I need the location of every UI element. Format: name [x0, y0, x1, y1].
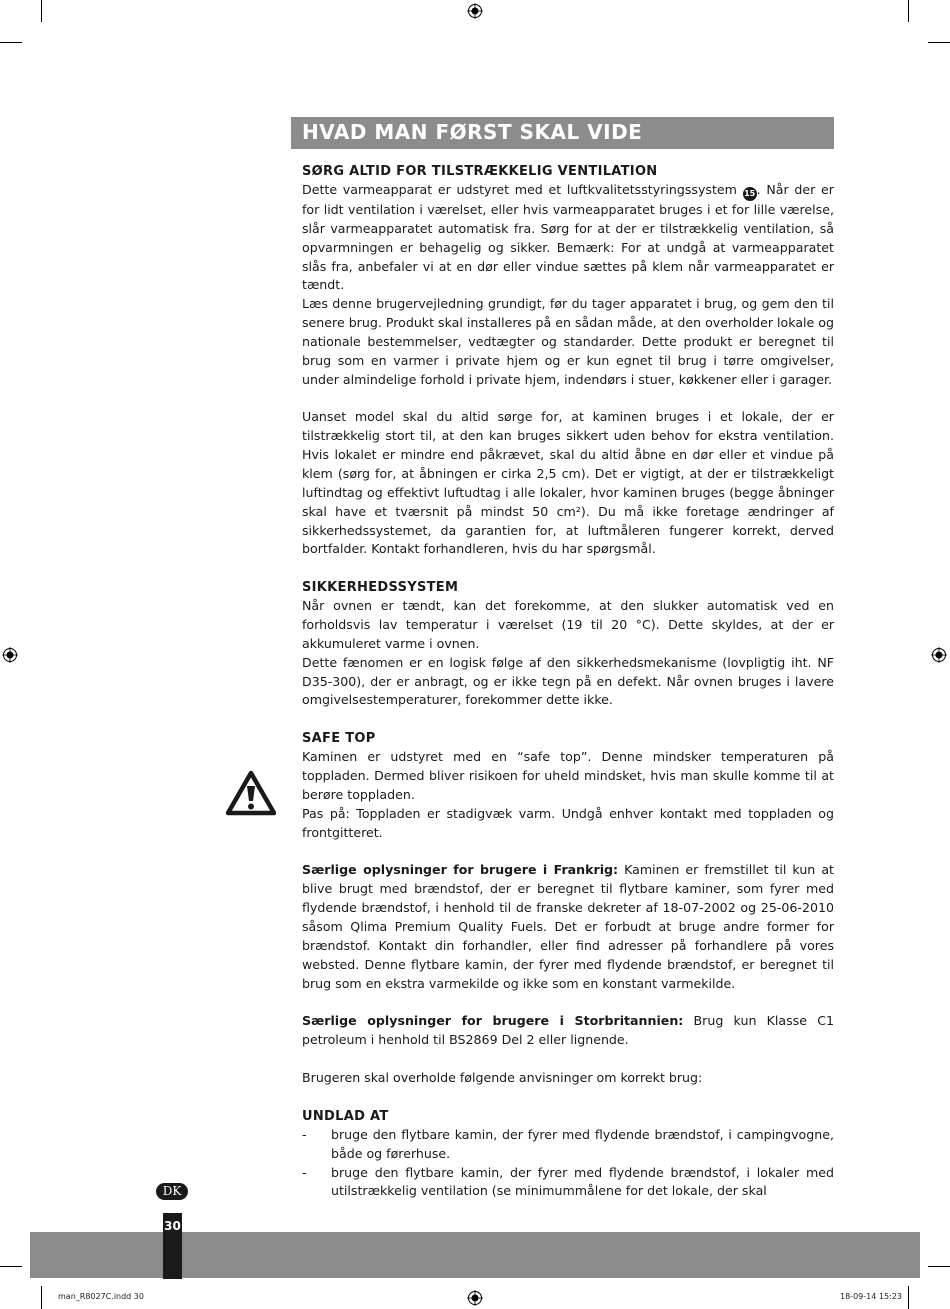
- body-text: [302, 162, 834, 1201]
- reference-number-badge: 15: [743, 187, 757, 201]
- print-slug-file: man_R8027C.indd 30: [58, 1292, 144, 1301]
- language-badge: DK: [156, 1183, 188, 1200]
- paragraph: Kaminen er udstyret med en “safe top”. Denne mindsker temperaturen på toppladen. Dermed bliver risikoen for uheld mindsket, hvis man skulle komme til at berøre toppladen.: [302, 749, 834, 802]
- list-item-text: bruge den flytbare kamin, der fyrer med flydende brændstof, i campingvogne, både og førerhuse.: [331, 1126, 834, 1161]
- crop-mark: [908, 0, 909, 22]
- registration-mark-icon: [2, 647, 18, 663]
- crop-mark: [908, 1286, 909, 1309]
- crop-mark: [0, 42, 22, 43]
- paragraph: Brugeren skal overholde følgende anvisninger om korrekt brug:: [302, 1070, 703, 1086]
- paragraph: [302, 181, 834, 295]
- warning-triangle-icon: [226, 770, 276, 816]
- registration-mark-icon: [467, 3, 483, 19]
- crop-mark: [0, 1266, 22, 1267]
- page-title: HVAD MAN FØRST SKAL VIDE: [302, 120, 643, 144]
- paragraph: Når ovnen er tændt, kan det forekomme, at den slukker automatisk ved en forholdsvis lav temperatur i værelset (19 til 20 °C). Dette skyldes, at der er akkumuleret varme i ovnen.: [302, 598, 834, 651]
- crop-mark: [41, 0, 42, 22]
- section-heading-avoid: UNDLAD AT: [302, 1108, 389, 1124]
- list-item: - bruge den flytbare kamin, der fyrer med flydende brændstof, i lokaler med utilstrækkelig ventilation (se minimummålene for det lokale, der skal: [302, 1164, 834, 1199]
- paragraph: Dette fænomen er en logisk følge af den sikkerhedsmekanisme (lovpligtig iht. NF D35-300), der er anbragt, og er ikke tegn på en defekt. Når ovnen bruges i lavere omgivelsestemperaturer, forekommer dette ikke.: [302, 654, 834, 708]
- paragraph-uk: [302, 1012, 834, 1050]
- list-item-text: bruge den flytbare kamin, der fyrer med flydende brændstof, i lokaler med utilstrækkelig ventilation (se minimummålene for det lokale, der skal: [331, 1164, 834, 1199]
- text: Dette varmeapparat er udstyret med et luftkvalitetsstyringssystem: [302, 182, 737, 197]
- crop-mark: [928, 1266, 950, 1267]
- crop-mark: [41, 1286, 42, 1309]
- registration-mark-icon: [467, 1290, 483, 1306]
- section-heading-safe-top: SAFE TOP: [302, 731, 376, 747]
- text: . Når der er for lidt ventilation i værelset, eller hvis varmeapparatet bruges i et for lille værelse, slår varmeapparatet automatisk fra. Sørg for at der er tilstrækkelig ventilation, så opvarmningen er behagelig og sikker. Bemærk: For at undgå at varmeapparatet slås fra, anbefaler vi at en dør eller vindue sættes på klem når varmeapparatet er tændt.: [302, 182, 834, 293]
- bold-label: Særlige oplysninger for brugere i Storbritannien:: [302, 1013, 684, 1029]
- bold-label: Særlige oplysninger for brugere i Frankrig:: [302, 862, 619, 878]
- text: Kaminen er fremstillet til kun at blive brugt med brændstof, der er beregnet til flytbare kaminer, som fyrer med flydende brændstof, i henhold til de franske dekreter af 18-07-2002 og 25-06-2010 såsom Qlima Premium Quality Fuels. Det er forbudt at bruge andre former for brændstof. Kontakt din forhandler, eller find adresser på forhandlere på vores websted. Denne flytbare kamin, der fyrer med flydende brændstof, er beregnet til brug som en ekstra varmekilde og ikke som en konstant varmekilde.: [302, 862, 834, 991]
- paragraph: Uanset model skal du altid sørge for, at kaminen bruges i et lokale, der er tilstrækkelig stort til, at den kan bruges sikkert uden behov for ekstra ventilation. Hvis lokalet er mindre end påkrævet, skal du altid åbne en dør eller et vindue på klem (sørg for, at åbningen er cirka 2,5 cm). Det er vigtigt, at der er tilstrækkeligt luftindtag og effektivt luftudtag i alle lokaler, hvor kaminen bruges (begge åbninger skal have et tværsnit på mindst 50 cm²). Du må ikke foretage ændringer af sikkerhedssystemet, da garantien for, at luftmåleren fungerer korrekt, derved bortfalder. Kontakt forhandleren, hvis du har spørgsmål.: [302, 409, 834, 557]
- paragraph: Pas på: Toppladen er stadigvæk varm. Undgå enhver kontakt med toppladen og frontgitteret.: [302, 805, 834, 840]
- section-heading-ventilation: SØRG ALTID FOR TILSTRÆKKELIG VENTILATION: [302, 164, 658, 179]
- page-number: 30: [164, 1219, 181, 1233]
- list-item: - bruge den flytbare kamin, der fyrer med flydende brændstof, i campingvogne, både og førerhuse.: [302, 1126, 834, 1161]
- text: Brug kun Klasse C1 petroleum i henhold til BS2869 Del 2 eller lignende.: [302, 1013, 835, 1048]
- crop-mark: [928, 42, 950, 43]
- paragraph: Læs denne brugervejledning grundigt, før du tager apparatet i brug, og gem den til senere brug. Produkt skal installeres på en sådan måde, at den overholder lokale og nationale bestemmelser, vedtægter og standarder. Dette produkt er beregnet til brug som en varmer i private hjem og er kun egnet til brug i tørre omgivelser, under almindelige forhold i private hjem, indendørs i stuer, køkkener eller i garager.: [302, 296, 834, 387]
- paragraph-france: [302, 861, 834, 993]
- page-title-bar: [291, 117, 834, 149]
- registration-mark-icon: [931, 647, 947, 663]
- print-slug-date: 18-09-14 15:23: [840, 1292, 902, 1301]
- section-heading-safety: SIKKERHEDSSYSTEM: [302, 580, 459, 596]
